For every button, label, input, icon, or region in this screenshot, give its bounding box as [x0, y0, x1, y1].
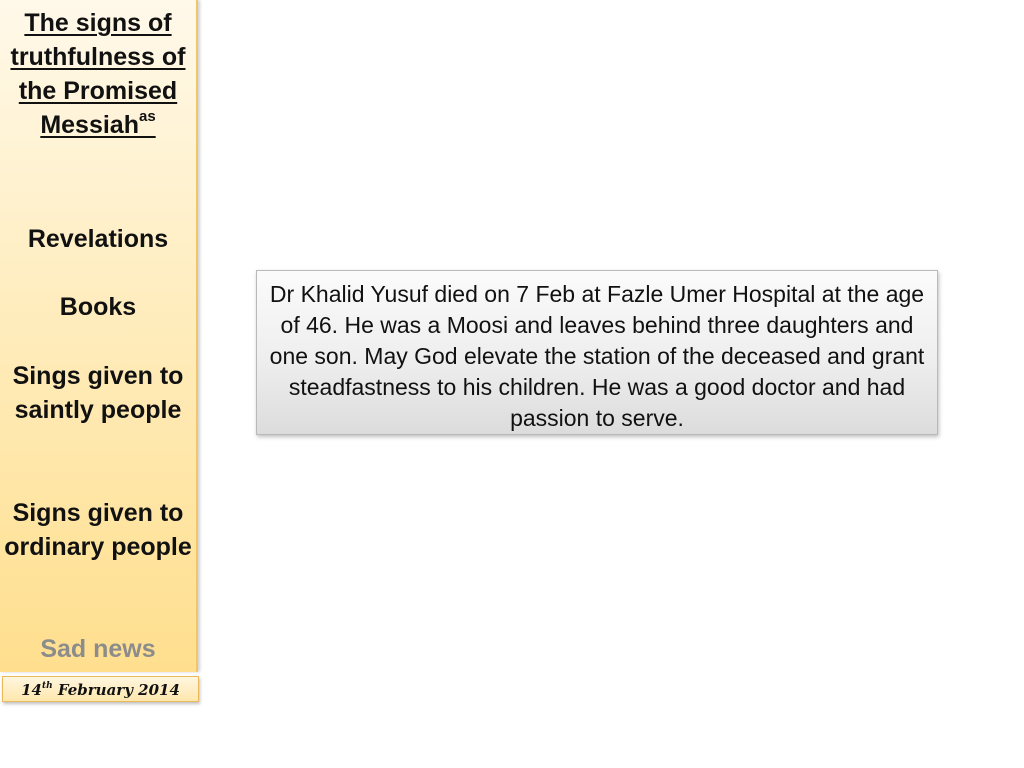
sidebar-item-saintly-signs[interactable]: Sings given to saintly people — [12, 362, 184, 424]
sidebar-item-revelations[interactable]: Revelations — [27, 225, 169, 253]
sidebar — [0, 0, 198, 672]
sidebar-item-books[interactable]: Books — [59, 293, 137, 321]
sidebar-title-superscript: as — [138, 108, 156, 125]
date-day: 14 — [21, 681, 42, 699]
date-suffix: th — [41, 681, 53, 691]
date-rest: February 2014 — [57, 681, 180, 699]
sidebar-item-sad-news[interactable]: Sad news — [40, 635, 156, 663]
news-text-box — [256, 270, 938, 435]
date-label — [2, 676, 199, 702]
sidebar-title-text: The signs of truthfulness of the Promised Messiah — [10, 9, 186, 139]
news-text: Dr Khalid Yusuf died on 7 Feb at Fazle Umer Hospital at the age of 46. He was a Moosi and leaves behind three daughters and one son. May God elevate the station of the deceased and grant steadfastness to his children. He was a good doctor and had passion to serve. — [269, 281, 925, 431]
sidebar-item-ordinary-signs[interactable]: Signs given to ordinary people — [4, 499, 192, 561]
sidebar-title[interactable] — [0, 6, 196, 142]
